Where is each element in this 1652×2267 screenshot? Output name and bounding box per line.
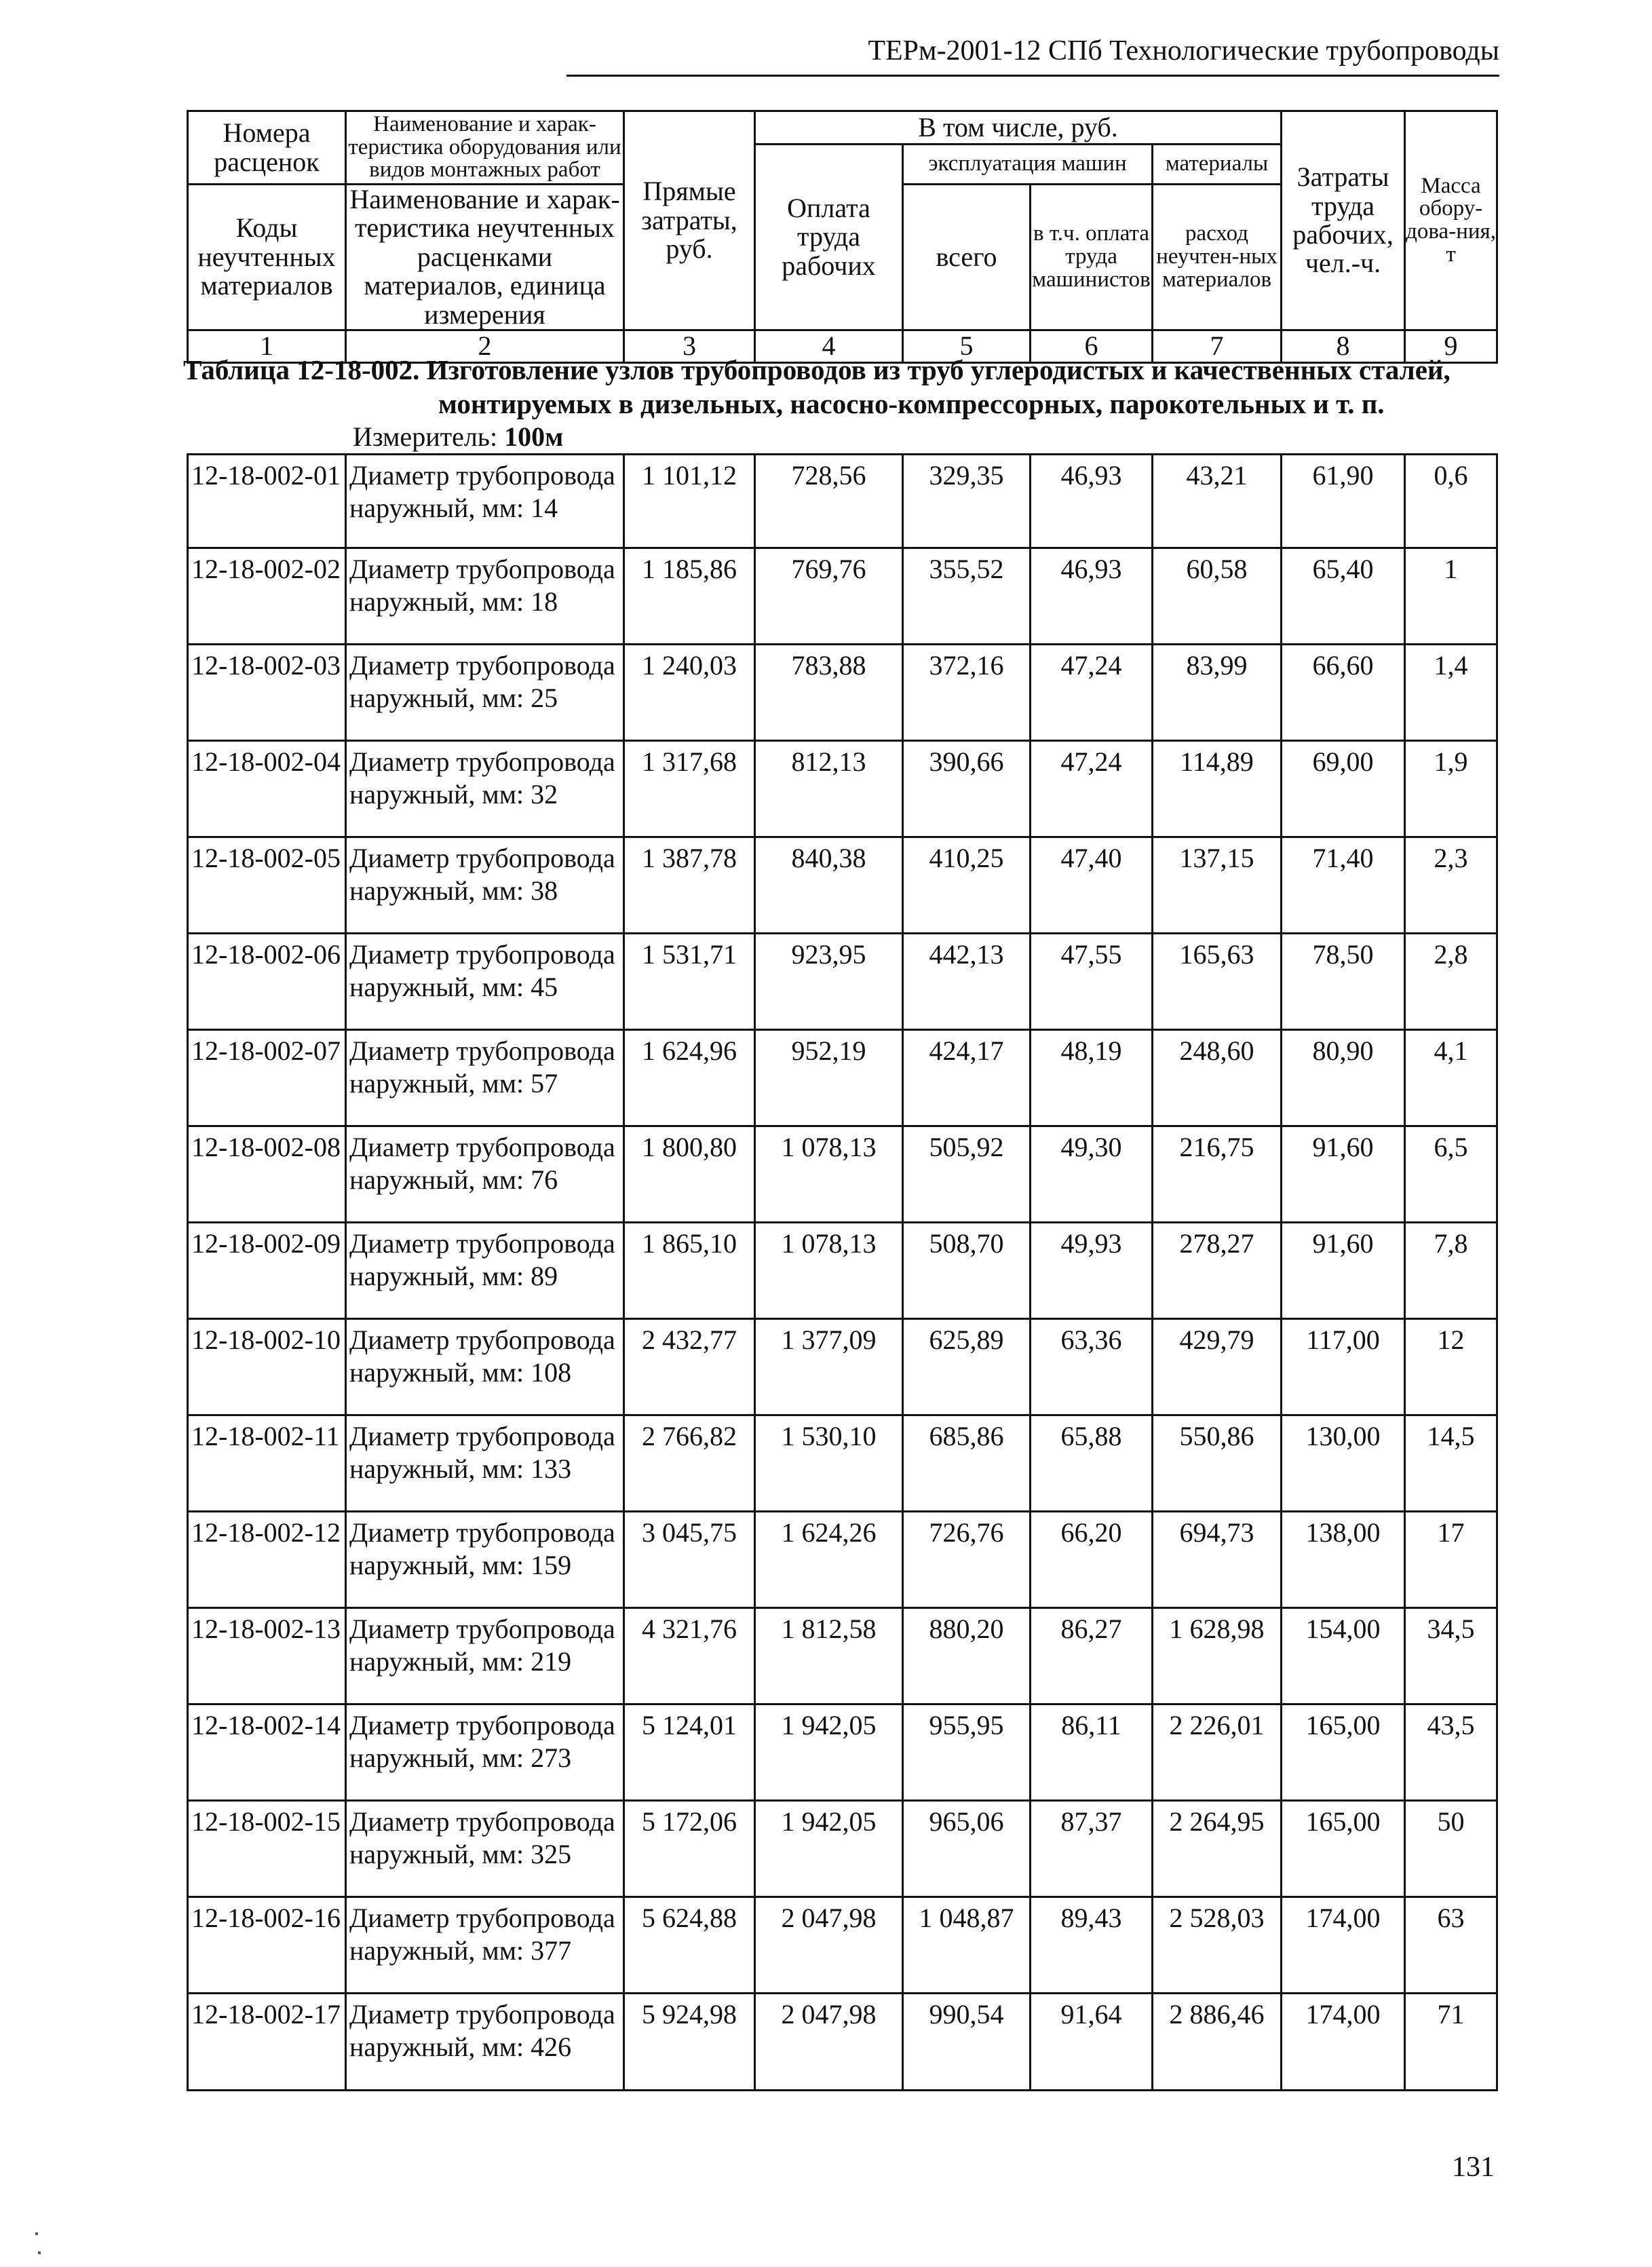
table-row bbox=[188, 1319, 1497, 1415]
scan-mark bbox=[35, 2232, 38, 2235]
work-name bbox=[346, 1994, 624, 2091]
operators-value: 49,30 bbox=[1031, 1126, 1153, 1223]
page-number: 131 bbox=[1452, 2152, 1495, 2183]
wages-value: 1 624,26 bbox=[755, 1512, 903, 1608]
column-number: 9 bbox=[1405, 330, 1497, 362]
rates-table bbox=[187, 453, 1498, 2091]
header-materials: материалы bbox=[1153, 145, 1282, 185]
work-name-line-1: Диаметр трубопровода bbox=[349, 1903, 615, 1933]
column-number: 5 bbox=[903, 330, 1031, 362]
wages-value: 1 942,05 bbox=[755, 1801, 903, 1897]
labor-value: 61,90 bbox=[1282, 455, 1405, 548]
direct-costs: 1 101,12 bbox=[624, 455, 755, 548]
machines-value: 990,54 bbox=[903, 1994, 1031, 2091]
work-name-line-2: наружный, мм: 45 bbox=[349, 972, 558, 1002]
materials-value: 2 886,46 bbox=[1153, 1994, 1282, 2091]
labor-value: 78,50 bbox=[1282, 934, 1405, 1030]
direct-costs: 2 766,82 bbox=[624, 1415, 755, 1512]
header-unaccounted: расход неучтен-ных материалов bbox=[1153, 185, 1282, 330]
work-name-line-1: Диаметр трубопровода bbox=[349, 1806, 615, 1837]
machines-value: 955,95 bbox=[903, 1704, 1031, 1801]
work-name-line-1: Диаметр трубопровода bbox=[349, 939, 615, 970]
operators-value: 87,37 bbox=[1031, 1801, 1153, 1897]
materials-value: 43,21 bbox=[1153, 455, 1282, 548]
table-row bbox=[188, 1608, 1497, 1704]
table-row bbox=[188, 645, 1497, 741]
work-name-line-2: наружный, мм: 89 bbox=[349, 1261, 558, 1291]
table-row bbox=[188, 455, 1497, 548]
direct-costs: 1 387,78 bbox=[624, 837, 755, 934]
column-number: 4 bbox=[755, 330, 903, 362]
mass-value: 14,5 bbox=[1405, 1415, 1497, 1512]
table-row bbox=[188, 741, 1497, 837]
table-row bbox=[188, 934, 1497, 1030]
work-name-line-1: Диаметр трубопровода bbox=[349, 1999, 615, 2030]
operators-value: 47,40 bbox=[1031, 837, 1153, 934]
work-name-line-2: наружный, мм: 38 bbox=[349, 875, 558, 906]
direct-costs: 1 317,68 bbox=[624, 741, 755, 837]
mass-value: 0,6 bbox=[1405, 455, 1497, 548]
labor-value: 69,00 bbox=[1282, 741, 1405, 837]
wages-value: 2 047,98 bbox=[755, 1897, 903, 1994]
machines-value: 508,70 bbox=[903, 1223, 1031, 1319]
materials-value: 216,75 bbox=[1153, 1126, 1282, 1223]
caption-line-1: Таблица 12-18-002. Изготовление узлов трубопроводов из труб углеродистых и качественных сталей, bbox=[183, 354, 1451, 385]
materials-value: 694,73 bbox=[1153, 1512, 1282, 1608]
wages-value: 923,95 bbox=[755, 934, 903, 1030]
mass-value: 34,5 bbox=[1405, 1608, 1497, 1704]
rate-code: 12-18-002-09 bbox=[188, 1223, 346, 1319]
machines-value: 329,35 bbox=[903, 455, 1031, 548]
labor-value: 130,00 bbox=[1282, 1415, 1405, 1512]
header-machines: эксплуатация машин bbox=[903, 145, 1153, 185]
rate-code: 12-18-002-07 bbox=[188, 1030, 346, 1126]
running-head: ТЕРм-2001-12 СПб Технологические трубопроводы bbox=[566, 27, 1499, 77]
wages-value: 1 812,58 bbox=[755, 1608, 903, 1704]
mass-value: 63 bbox=[1405, 1897, 1497, 1994]
labor-value: 71,40 bbox=[1282, 837, 1405, 934]
work-name-line-1: Диаметр трубопровода bbox=[349, 1517, 615, 1548]
machines-value: 424,17 bbox=[903, 1030, 1031, 1126]
machines-value: 1 048,87 bbox=[903, 1897, 1031, 1994]
labor-value: 165,00 bbox=[1282, 1704, 1405, 1801]
table-row bbox=[188, 1994, 1497, 2091]
operators-value: 89,43 bbox=[1031, 1897, 1153, 1994]
work-name-line-2: наружный, мм: 108 bbox=[349, 1357, 572, 1388]
work-name-line-1: Диаметр трубопровода bbox=[349, 1614, 615, 1644]
work-name-line-2: наружный, мм: 76 bbox=[349, 1164, 558, 1195]
labor-value: 154,00 bbox=[1282, 1608, 1405, 1704]
machines-value: 390,66 bbox=[903, 741, 1031, 837]
work-name-line-2: наружный, мм: 159 bbox=[349, 1550, 572, 1580]
rate-code: 12-18-002-16 bbox=[188, 1897, 346, 1994]
work-name bbox=[346, 645, 624, 741]
operators-value: 86,11 bbox=[1031, 1704, 1153, 1801]
wages-value: 728,56 bbox=[755, 455, 903, 548]
work-name-line-1: Диаметр трубопровода bbox=[349, 1325, 615, 1355]
wages-value: 812,13 bbox=[755, 741, 903, 837]
work-name-line-2: наружный, мм: 426 bbox=[349, 2032, 572, 2062]
header-codes-bottom: Коды неучтенных материалов bbox=[188, 185, 346, 330]
wages-value: 1 377,09 bbox=[755, 1319, 903, 1415]
scan-mark bbox=[38, 2251, 41, 2254]
wages-value: 1 078,13 bbox=[755, 1223, 903, 1319]
work-name-line-2: наружный, мм: 14 bbox=[349, 493, 558, 523]
table-row bbox=[188, 1897, 1497, 1994]
header-including: В том числе, руб. bbox=[755, 111, 1282, 145]
rate-code: 12-18-002-02 bbox=[188, 548, 346, 645]
work-name bbox=[346, 1030, 624, 1126]
work-name-line-1: Диаметр трубопровода bbox=[349, 746, 615, 777]
materials-value: 550,86 bbox=[1153, 1415, 1282, 1512]
machines-value: 372,16 bbox=[903, 645, 1031, 741]
direct-costs: 4 321,76 bbox=[624, 1608, 755, 1704]
work-name-line-1: Диаметр трубопровода bbox=[349, 1132, 615, 1162]
header-name-bottom: Наименование и харак-теристика неучтенных расценками материалов, единица измерения bbox=[346, 185, 624, 330]
work-name-line-1: Диаметр трубопровода bbox=[349, 1421, 615, 1451]
header-direct-costs: Прямые затраты, руб. bbox=[624, 111, 755, 330]
machines-value: 965,06 bbox=[903, 1801, 1031, 1897]
mass-value: 50 bbox=[1405, 1801, 1497, 1897]
materials-value: 429,79 bbox=[1153, 1319, 1282, 1415]
labor-value: 65,40 bbox=[1282, 548, 1405, 645]
work-name bbox=[346, 1608, 624, 1704]
mass-value: 71 bbox=[1405, 1994, 1497, 2091]
materials-value: 83,99 bbox=[1153, 645, 1282, 741]
rate-code: 12-18-002-13 bbox=[188, 1608, 346, 1704]
materials-value: 114,89 bbox=[1153, 741, 1282, 837]
column-number: 2 bbox=[346, 330, 624, 362]
operators-value: 47,24 bbox=[1031, 741, 1153, 837]
table-row bbox=[188, 837, 1497, 934]
materials-value: 165,63 bbox=[1153, 934, 1282, 1030]
measure-label: Измеритель: bbox=[353, 421, 498, 452]
wages-value: 952,19 bbox=[755, 1030, 903, 1126]
table-caption bbox=[183, 353, 1499, 421]
rate-code: 12-18-002-11 bbox=[188, 1415, 346, 1512]
mass-value: 17 bbox=[1405, 1512, 1497, 1608]
operators-value: 48,19 bbox=[1031, 1030, 1153, 1126]
table-row bbox=[188, 1415, 1497, 1512]
work-name-line-1: Диаметр трубопровода bbox=[349, 1228, 615, 1259]
machines-value: 726,76 bbox=[903, 1512, 1031, 1608]
rate-code: 12-18-002-14 bbox=[188, 1704, 346, 1801]
work-name-line-1: Диаметр трубопровода bbox=[349, 843, 615, 873]
work-name-line-1: Диаметр трубопровода bbox=[349, 1035, 615, 1066]
labor-value: 117,00 bbox=[1282, 1319, 1405, 1415]
work-name-line-1: Диаметр трубопровода bbox=[349, 650, 615, 681]
work-name bbox=[346, 1897, 624, 1994]
mass-value: 4,1 bbox=[1405, 1030, 1497, 1126]
operators-value: 49,93 bbox=[1031, 1223, 1153, 1319]
wages-value: 2 047,98 bbox=[755, 1994, 903, 2091]
table-row bbox=[188, 1704, 1497, 1801]
rate-code: 12-18-002-17 bbox=[188, 1994, 346, 2091]
rate-code: 12-18-002-10 bbox=[188, 1319, 346, 1415]
operators-value: 46,93 bbox=[1031, 548, 1153, 645]
mass-value: 1,4 bbox=[1405, 645, 1497, 741]
work-name bbox=[346, 1512, 624, 1608]
header-codes-top: Номера расценок bbox=[188, 111, 346, 185]
measure-value: 100м bbox=[504, 421, 564, 452]
materials-value: 1 628,98 bbox=[1153, 1608, 1282, 1704]
work-name-line-2: наружный, мм: 18 bbox=[349, 586, 558, 617]
table-row bbox=[188, 548, 1497, 645]
work-name-line-1: Диаметр трубопровода bbox=[349, 554, 615, 584]
operators-value: 86,27 bbox=[1031, 1608, 1153, 1704]
wages-value: 1 078,13 bbox=[755, 1126, 903, 1223]
machines-value: 355,52 bbox=[903, 548, 1031, 645]
mass-value: 7,8 bbox=[1405, 1223, 1497, 1319]
direct-costs: 5 172,06 bbox=[624, 1801, 755, 1897]
operators-value: 46,93 bbox=[1031, 455, 1153, 548]
table-row bbox=[188, 1512, 1497, 1608]
mass-value: 6,5 bbox=[1405, 1126, 1497, 1223]
table-row bbox=[188, 1030, 1497, 1126]
work-name bbox=[346, 741, 624, 837]
labor-value: 165,00 bbox=[1282, 1801, 1405, 1897]
table-row bbox=[188, 1223, 1497, 1319]
direct-costs: 2 432,77 bbox=[624, 1319, 755, 1415]
direct-costs: 1 624,96 bbox=[624, 1030, 755, 1126]
work-name bbox=[346, 1319, 624, 1415]
wages-value: 769,76 bbox=[755, 548, 903, 645]
work-name bbox=[346, 934, 624, 1030]
direct-costs: 3 045,75 bbox=[624, 1512, 755, 1608]
rate-code: 12-18-002-15 bbox=[188, 1801, 346, 1897]
table-row bbox=[188, 1126, 1497, 1223]
work-name bbox=[346, 1801, 624, 1897]
machines-value: 442,13 bbox=[903, 934, 1031, 1030]
header-name-top: Наименование и харак-теристика оборудования или видов монтажных работ bbox=[346, 111, 624, 185]
work-name-line-2: наружный, мм: 32 bbox=[349, 779, 558, 809]
work-name-line-2: наружный, мм: 377 bbox=[349, 1935, 572, 1966]
header-labor: Затраты труда рабочих, чел.-ч. bbox=[1282, 111, 1405, 330]
materials-value: 60,58 bbox=[1153, 548, 1282, 645]
operators-value: 63,36 bbox=[1031, 1319, 1153, 1415]
header-wages: Оплата труда рабочих bbox=[755, 145, 903, 330]
mass-value: 43,5 bbox=[1405, 1704, 1497, 1801]
work-name bbox=[346, 1126, 624, 1223]
direct-costs: 1 800,80 bbox=[624, 1126, 755, 1223]
operators-value: 91,64 bbox=[1031, 1994, 1153, 2091]
rate-code: 12-18-002-05 bbox=[188, 837, 346, 934]
labor-value: 174,00 bbox=[1282, 1897, 1405, 1994]
operators-value: 66,20 bbox=[1031, 1512, 1153, 1608]
machines-value: 685,86 bbox=[903, 1415, 1031, 1512]
header-machines-total: всего bbox=[903, 185, 1031, 330]
labor-value: 174,00 bbox=[1282, 1994, 1405, 2091]
mass-value: 1,9 bbox=[1405, 741, 1497, 837]
direct-costs: 1 185,86 bbox=[624, 548, 755, 645]
labor-value: 138,00 bbox=[1282, 1512, 1405, 1608]
work-name-line-2: наружный, мм: 57 bbox=[349, 1068, 558, 1099]
work-name bbox=[346, 1223, 624, 1319]
direct-costs: 1 240,03 bbox=[624, 645, 755, 741]
work-name bbox=[346, 1415, 624, 1512]
rate-code: 12-18-002-04 bbox=[188, 741, 346, 837]
column-number: 1 bbox=[188, 330, 346, 362]
materials-value: 2 264,95 bbox=[1153, 1801, 1282, 1897]
header-mass: Масса обору-дова-ния, т bbox=[1405, 111, 1497, 330]
column-number: 3 bbox=[624, 330, 755, 362]
work-name-line-1: Диаметр трубопровода bbox=[349, 460, 615, 491]
operators-value: 47,55 bbox=[1031, 934, 1153, 1030]
work-name bbox=[346, 1704, 624, 1801]
column-number: 6 bbox=[1031, 330, 1153, 362]
work-name-line-2: наружный, мм: 133 bbox=[349, 1453, 572, 1484]
table-header bbox=[187, 110, 1498, 364]
machines-value: 625,89 bbox=[903, 1319, 1031, 1415]
column-number: 8 bbox=[1282, 330, 1405, 362]
work-name-line-2: наружный, мм: 325 bbox=[349, 1839, 572, 1869]
work-name bbox=[346, 548, 624, 645]
work-name-line-2: наружный, мм: 219 bbox=[349, 1646, 572, 1677]
labor-value: 91,60 bbox=[1282, 1126, 1405, 1223]
mass-value: 12 bbox=[1405, 1319, 1497, 1415]
machines-value: 505,92 bbox=[903, 1126, 1031, 1223]
materials-value: 2 226,01 bbox=[1153, 1704, 1282, 1801]
direct-costs: 1 531,71 bbox=[624, 934, 755, 1030]
mass-value: 1 bbox=[1405, 548, 1497, 645]
operators-value: 47,24 bbox=[1031, 645, 1153, 741]
work-name-line-1: Диаметр трубопровода bbox=[349, 1710, 615, 1740]
labor-value: 80,90 bbox=[1282, 1030, 1405, 1126]
header-operators: в т.ч. оплата труда машинистов bbox=[1031, 185, 1153, 330]
rate-code: 12-18-002-12 bbox=[188, 1512, 346, 1608]
rate-code: 12-18-002-03 bbox=[188, 645, 346, 741]
materials-value: 2 528,03 bbox=[1153, 1897, 1282, 1994]
wages-value: 1 942,05 bbox=[755, 1704, 903, 1801]
caption-line-2: монтируемых в дизельных, насосно-компрессорных, парокотельных и т. п. bbox=[438, 388, 1385, 419]
direct-costs: 1 865,10 bbox=[624, 1223, 755, 1319]
operators-value: 65,88 bbox=[1031, 1415, 1153, 1512]
labor-value: 66,60 bbox=[1282, 645, 1405, 741]
work-name-line-2: наружный, мм: 25 bbox=[349, 683, 558, 713]
direct-costs: 5 624,88 bbox=[624, 1897, 755, 1994]
wages-value: 840,38 bbox=[755, 837, 903, 934]
mass-value: 2,3 bbox=[1405, 837, 1497, 934]
work-name bbox=[346, 455, 624, 548]
column-number: 7 bbox=[1153, 330, 1282, 362]
materials-value: 248,60 bbox=[1153, 1030, 1282, 1126]
direct-costs: 5 924,98 bbox=[624, 1994, 755, 2091]
mass-value: 2,8 bbox=[1405, 934, 1497, 1030]
rate-code: 12-18-002-06 bbox=[188, 934, 346, 1030]
table-row bbox=[188, 1801, 1497, 1897]
direct-costs: 5 124,01 bbox=[624, 1704, 755, 1801]
wages-value: 1 530,10 bbox=[755, 1415, 903, 1512]
materials-value: 137,15 bbox=[1153, 837, 1282, 934]
work-name-line-2: наружный, мм: 273 bbox=[349, 1742, 572, 1773]
machines-value: 880,20 bbox=[903, 1608, 1031, 1704]
rate-code: 12-18-002-01 bbox=[188, 455, 346, 548]
machines-value: 410,25 bbox=[903, 837, 1031, 934]
measure-unit bbox=[353, 419, 563, 455]
materials-value: 278,27 bbox=[1153, 1223, 1282, 1319]
rate-code: 12-18-002-08 bbox=[188, 1126, 346, 1223]
wages-value: 783,88 bbox=[755, 645, 903, 741]
work-name bbox=[346, 837, 624, 934]
labor-value: 91,60 bbox=[1282, 1223, 1405, 1319]
